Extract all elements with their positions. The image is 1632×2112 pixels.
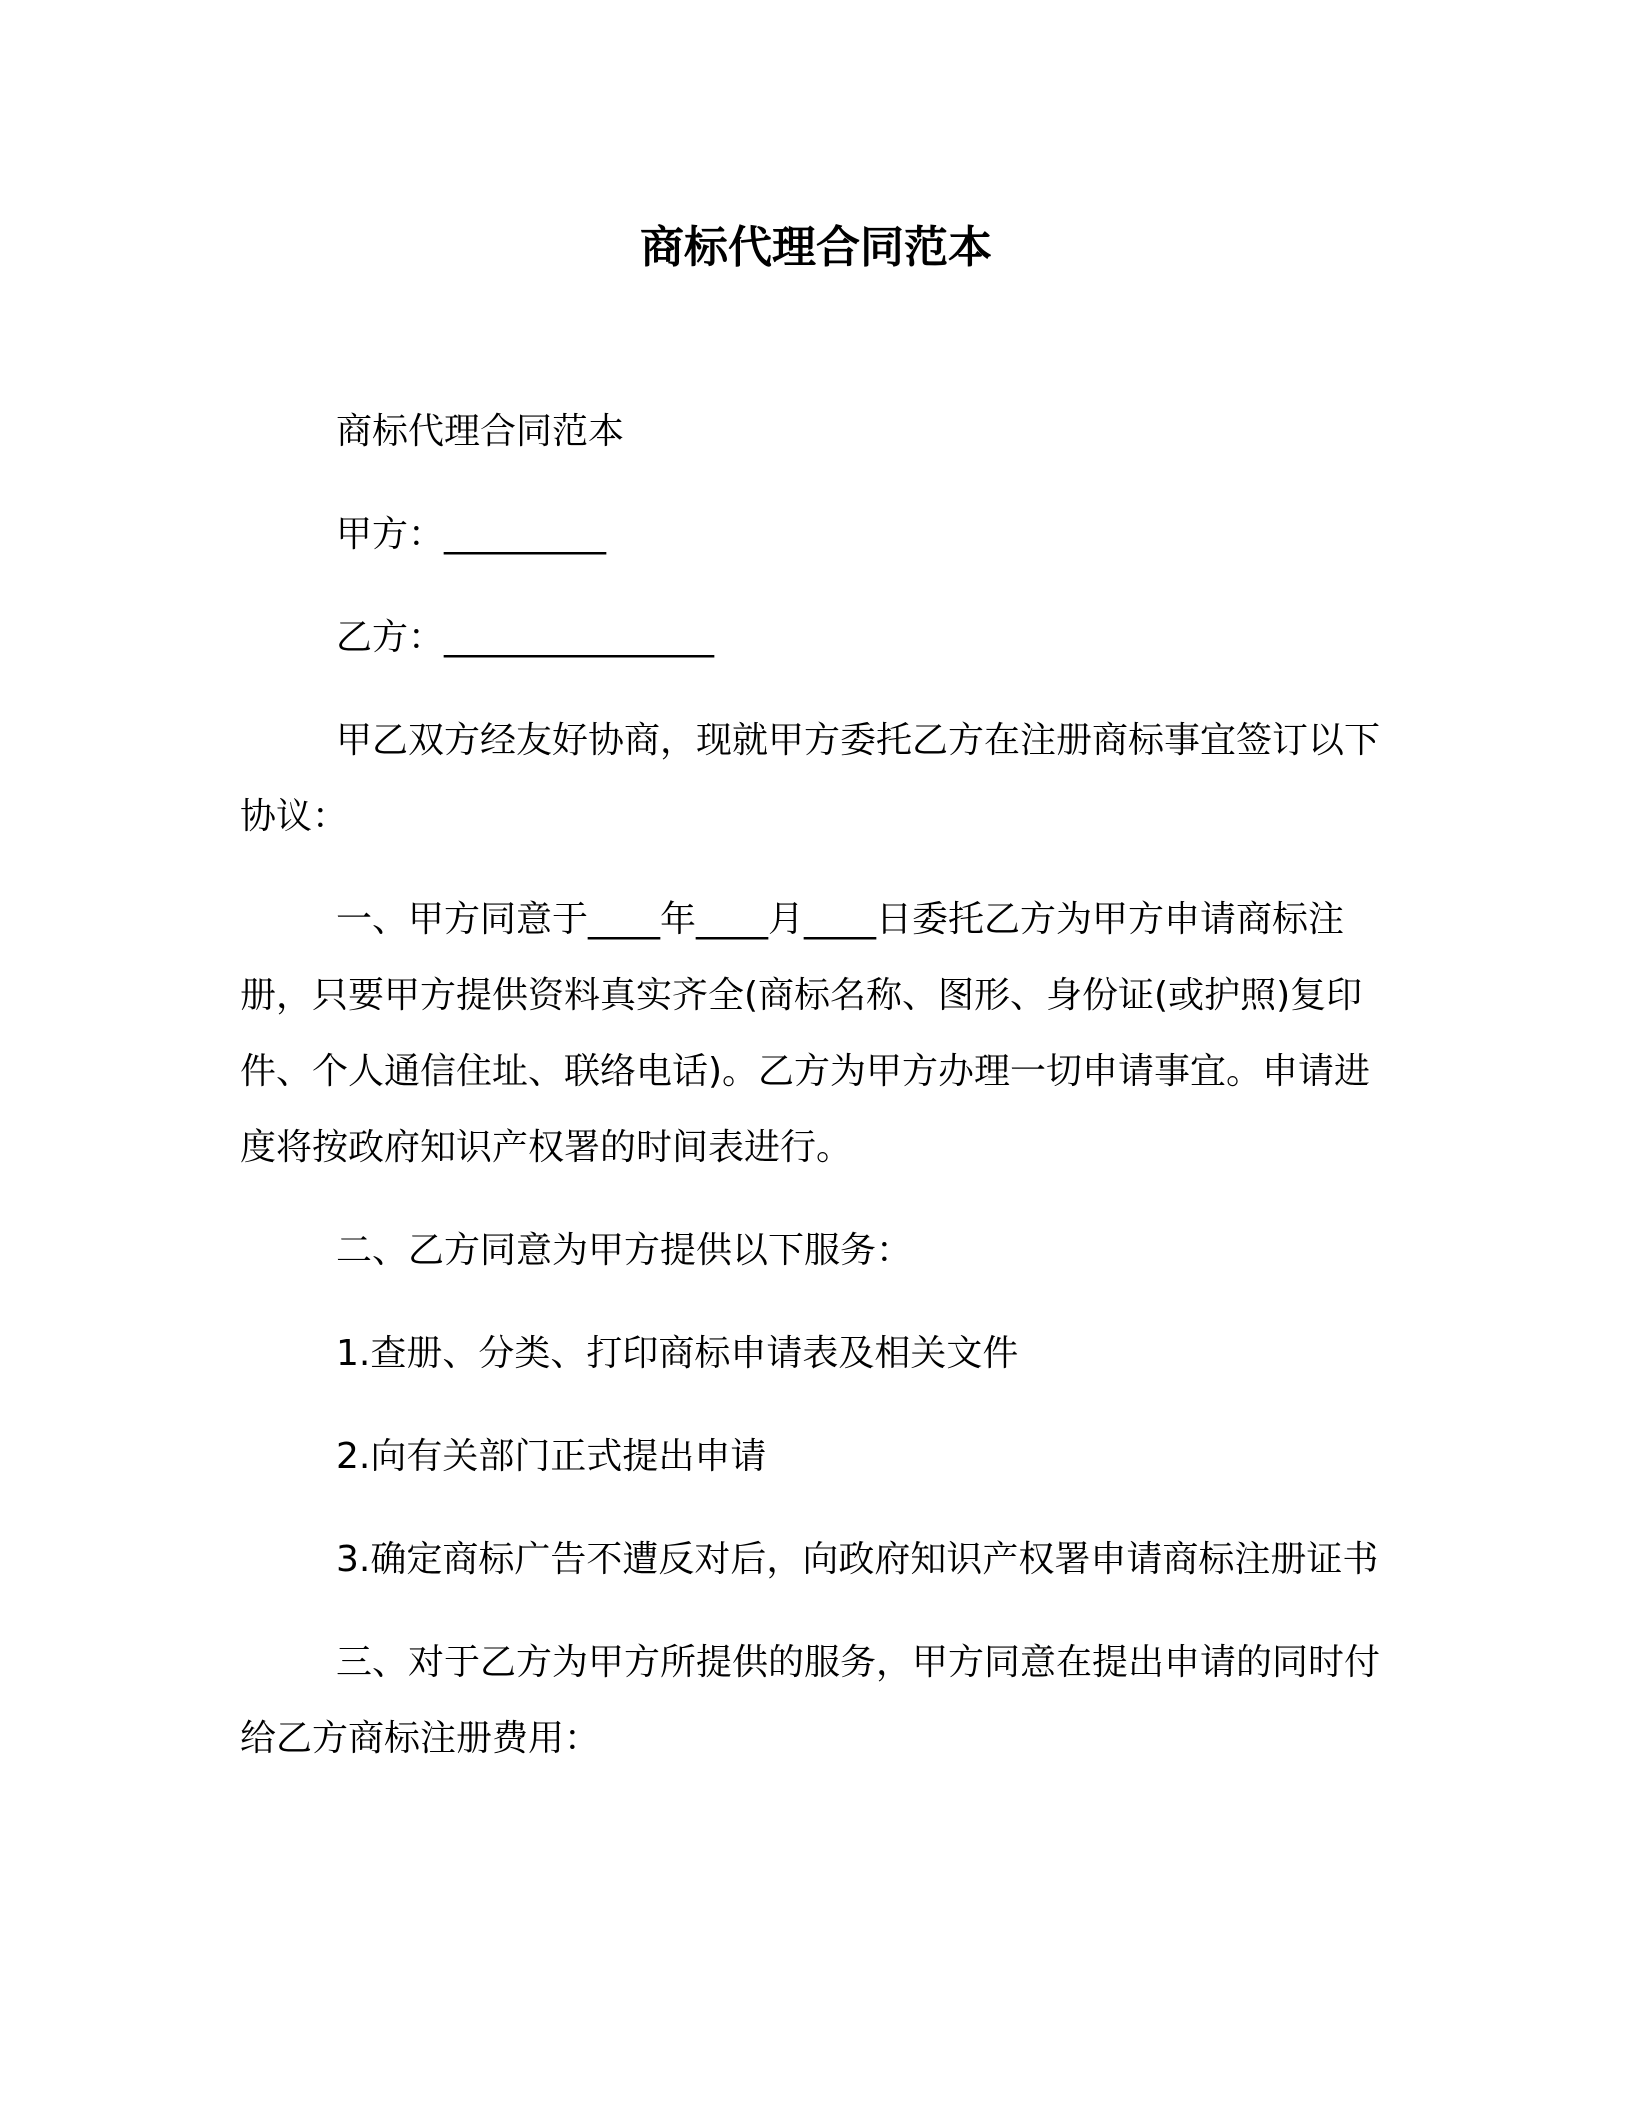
clause-2-paragraph: 二、乙方同意为甲方提供以下服务： xyxy=(336,1230,913,1271)
party-a-line: 甲方：_________ xyxy=(336,514,607,555)
service-item-2: 2.向有关部门正式提出申请 xyxy=(336,1436,767,1477)
document-title: 商标代理合同范本 xyxy=(640,222,992,273)
service-item-1: 1.查册、分类、打印商标申请表及相关文件 xyxy=(336,1333,1019,1374)
clause-3-paragraph: 三、对于乙方为甲方所提供的服务，甲方同意在提出申请的同时付给乙方商标注册费用： xyxy=(240,1642,1381,1759)
document-body xyxy=(240,394,1380,1777)
service-item-3: 3.确定商标广告不遭反对后，向政府知识产权署申请商标注册证书 xyxy=(336,1539,1379,1580)
clause-1-paragraph: 一、甲方同意于____年____月____日委托乙方为甲方申请商标注册，只要甲方提供资料真实齐全(商标名称、图形、身份证(或护照)复印件、个人通信住址、联络电话)。乙方为甲方办理一切申请事宜。申请进度将按政府知识产权署的时间表进行。 xyxy=(240,899,1371,1168)
heading-paragraph: 商标代理合同范本 xyxy=(336,411,625,452)
intro-paragraph: 甲乙双方经友好协商，现就甲方委托乙方在注册商标事宜签订以下协议： xyxy=(240,720,1381,837)
party-b-line: 乙方：_______________ xyxy=(336,617,715,658)
